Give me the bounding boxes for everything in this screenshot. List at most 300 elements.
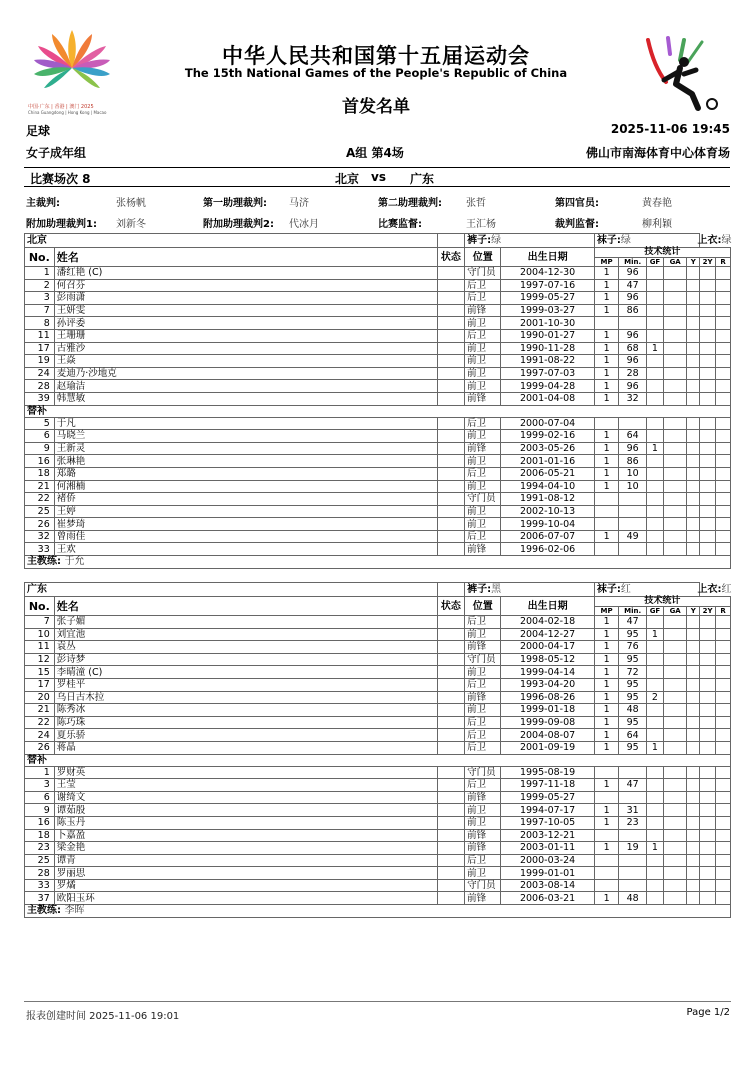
player-number: 32 [25,530,55,543]
stat-min [619,879,647,892]
head-coach [25,556,731,569]
player-name: 王珊珊 [54,329,437,342]
player-dob: 1997-11-18 [501,779,595,792]
stat-ga [663,417,686,430]
player-position: 后卫 [465,467,501,480]
stat-r [716,505,731,518]
stat-r [716,704,731,717]
stat-r [716,329,731,342]
stat-r [716,430,731,443]
player-dob: 1993-04-20 [501,678,595,691]
stat-ga [663,716,686,729]
player-position: 前卫 [465,342,501,355]
col-name: 姓名 [54,597,437,616]
player-number: 28 [25,380,55,393]
stat-y [687,628,700,641]
stat-ga [663,616,686,629]
player-number: 11 [25,641,55,654]
stat-r [716,367,731,380]
player-status [437,279,465,292]
stat-2y [700,791,716,804]
stat-mp: 1 [594,355,618,368]
stat-y [687,304,700,317]
stat-2y [700,304,716,317]
stat-ga [663,467,686,480]
player-row [25,791,731,804]
stat-ga [663,854,686,867]
stat-gf [646,455,663,468]
player-dob: 2003-12-21 [501,829,595,842]
stat-gf: 1 [646,741,663,754]
player-row [25,666,731,679]
official-label: 第二助理裁判: [378,198,442,209]
stat-ga [663,380,686,393]
player-status [437,442,465,455]
stat-y [687,791,700,804]
player-position: 前卫 [465,666,501,679]
player-status [437,392,465,405]
player-number: 21 [25,480,55,493]
stat-min: 23 [619,816,647,829]
stat-gf [646,854,663,867]
player-row [25,530,731,543]
official-value: 马济 [289,198,309,209]
player-position: 后卫 [465,616,501,629]
stat-ga [663,766,686,779]
col-status: 状态 [437,597,465,616]
player-number: 16 [25,455,55,468]
stat-r [716,804,731,817]
player-status [437,766,465,779]
player-row [25,691,731,704]
player-dob: 1999-04-14 [501,666,595,679]
column-header-row [25,597,731,607]
stat-ga [663,480,686,493]
stat-gf [646,304,663,317]
player-row [25,467,731,480]
stat-min [619,417,647,430]
stat-r [716,616,731,629]
stat-y [687,292,700,305]
stat-mp: 1 [594,392,618,405]
stat-2y [700,442,716,455]
player-position: 前卫 [465,804,501,817]
socks-label: 袜子: [596,584,621,595]
player-row [25,892,731,905]
stat-2y [700,392,716,405]
player-name: 潘红艳 (C) [54,267,437,280]
player-name: 曾雨佳 [54,530,437,543]
stat-min: 28 [619,367,647,380]
stat-r [716,304,731,317]
player-position: 前锋 [465,641,501,654]
player-dob: 2006-03-21 [501,892,595,905]
info-row-sport [26,122,730,138]
player-number: 10 [25,628,55,641]
stat-y [687,741,700,754]
stat-ga [663,791,686,804]
col-tech-stats: 技术统计 [594,248,730,258]
player-row [25,704,731,717]
stat-gf: 1 [646,342,663,355]
player-number: 12 [25,653,55,666]
player-status [437,678,465,691]
stat-min: 96 [619,442,647,455]
stat-mp [594,493,618,506]
player-name: 彭雨潇 [54,292,437,305]
stat-ga [663,342,686,355]
stat-y [687,430,700,443]
stat-gf: 1 [646,628,663,641]
stat-min: 48 [619,892,647,905]
player-number: 26 [25,741,55,754]
player-position: 守门员 [465,653,501,666]
stat-gf [646,791,663,804]
player-number: 1 [25,267,55,280]
subs-label: 替补 [25,405,731,417]
player-status [437,653,465,666]
team-header-row [25,583,731,597]
stat-mp: 1 [594,641,618,654]
stat-2y [700,653,716,666]
stat-ga [663,641,686,654]
col-y2: 2Y [700,607,716,616]
stat-r [716,493,731,506]
player-status [437,530,465,543]
stat-gf [646,804,663,817]
stat-mp [594,854,618,867]
stat-gf [646,430,663,443]
stat-gf [646,816,663,829]
player-number: 15 [25,666,55,679]
stat-mp [594,766,618,779]
stat-r [716,892,731,905]
player-name: 谢绮文 [54,791,437,804]
player-number: 18 [25,467,55,480]
stat-y [687,417,700,430]
player-number: 25 [25,854,55,867]
stat-y [687,342,700,355]
stat-min: 95 [619,678,647,691]
stat-min [619,493,647,506]
col-y: Y [687,607,700,616]
stat-2y [700,666,716,679]
player-status [437,505,465,518]
player-status [437,791,465,804]
stat-gf [646,766,663,779]
stat-ga [663,367,686,380]
player-row [25,543,731,556]
player-status [437,867,465,880]
stat-r [716,355,731,368]
stat-gf [646,543,663,556]
player-row [25,879,731,892]
stat-mp: 1 [594,716,618,729]
player-name: 张子媚 [54,616,437,629]
stat-gf [646,493,663,506]
player-position: 前卫 [465,430,501,443]
page-indicator: Page 1/2 [686,1007,730,1018]
official-value: 代冰月 [289,219,319,230]
stat-y [687,493,700,506]
player-dob: 1999-10-04 [501,518,595,531]
stat-ga [663,267,686,280]
player-number: 28 [25,867,55,880]
stat-2y [700,430,716,443]
stat-ga [663,430,686,443]
stat-2y [700,892,716,905]
stat-r [716,518,731,531]
player-name: 蒋晶 [54,741,437,754]
player-status [437,691,465,704]
player-position: 后卫 [465,729,501,742]
stat-r [716,691,731,704]
official-label: 附加助理裁判1: [26,219,97,230]
stat-gf [646,279,663,292]
player-position: 后卫 [465,279,501,292]
official-label: 附加助理裁判2: [203,219,274,230]
player-name: 何湘楠 [54,480,437,493]
stat-mp: 1 [594,691,618,704]
home-team-name: 北京 [335,172,360,186]
player-number: 3 [25,292,55,305]
stat-y [687,766,700,779]
player-position: 前卫 [465,317,501,330]
stat-r [716,741,731,754]
player-status [437,543,465,556]
shorts-label: 裤子: [467,584,492,595]
coach-name: 于允 [64,556,85,568]
stat-gf [646,392,663,405]
stat-gf [646,355,663,368]
stat-gf [646,417,663,430]
stat-2y [700,716,716,729]
stat-ga [663,455,686,468]
stat-2y [700,505,716,518]
stat-mp: 1 [594,329,618,342]
coach-label: 主教练: [27,905,61,917]
stat-min: 31 [619,804,647,817]
player-row [25,628,731,641]
stat-r [716,653,731,666]
stat-ga [663,678,686,691]
stat-min: 32 [619,392,647,405]
stat-y [687,704,700,717]
player-name: 古雅沙 [54,342,437,355]
stat-r [716,816,731,829]
player-position: 后卫 [465,854,501,867]
player-dob: 2000-07-04 [501,417,595,430]
player-name: 王焱 [54,355,437,368]
stat-mp: 1 [594,367,618,380]
player-position: 后卫 [465,292,501,305]
team-roster-table [24,582,731,918]
stat-ga [663,691,686,704]
group-match: A组 第4场 [346,146,404,160]
subs-section-row [25,405,731,417]
player-name: 欧阳玉环 [54,892,437,905]
stat-mp: 1 [594,804,618,817]
stat-2y [700,329,716,342]
team-roster-table [24,233,731,569]
player-name: 韩慧敏 [54,392,437,405]
player-name: 郑璐 [54,467,437,480]
stat-y [687,530,700,543]
stat-r [716,678,731,691]
player-name: 王欢 [54,543,437,556]
subs-label: 替补 [25,754,731,766]
player-row [25,766,731,779]
stat-gf [646,480,663,493]
player-number: 18 [25,829,55,842]
player-status [437,417,465,430]
stat-r [716,666,731,679]
player-position: 后卫 [465,678,501,691]
official-value: 刘新冬 [116,219,146,230]
officials-row-2 [26,215,730,229]
stat-y [687,616,700,629]
stat-min: 19 [619,842,647,855]
stat-2y [700,518,716,531]
stat-y [687,867,700,880]
stat-mp [594,518,618,531]
player-number: 7 [25,616,55,629]
stat-ga [663,867,686,880]
stat-min [619,766,647,779]
col-dob: 出生日期 [501,597,595,616]
player-position: 前卫 [465,704,501,717]
stat-y [687,380,700,393]
socks-label: 袜子: [596,235,621,246]
col-mp: MP [594,607,618,616]
stat-mp: 1 [594,628,618,641]
player-row [25,342,731,355]
stat-r [716,267,731,280]
col-position: 位置 [465,597,501,616]
stat-ga [663,653,686,666]
player-number: 3 [25,779,55,792]
stat-2y [700,641,716,654]
stat-y [687,518,700,531]
stat-gf [646,518,663,531]
stat-r [716,779,731,792]
match-number: 比赛场次 8 [30,172,91,186]
player-dob: 2004-12-27 [501,628,595,641]
stat-ga [663,666,686,679]
player-status [437,628,465,641]
stat-2y [700,342,716,355]
stat-gf [646,678,663,691]
player-position: 后卫 [465,716,501,729]
stat-min: 96 [619,292,647,305]
stat-ga [663,892,686,905]
stat-2y [700,279,716,292]
player-position: 后卫 [465,417,501,430]
stat-ga [663,729,686,742]
stat-y [687,267,700,280]
stat-2y [700,493,716,506]
stat-r [716,442,731,455]
player-row [25,729,731,742]
player-dob: 1999-01-01 [501,867,595,880]
stat-r [716,292,731,305]
stat-y [687,329,700,342]
player-position: 前卫 [465,455,501,468]
stat-2y [700,779,716,792]
stat-y [687,842,700,855]
stat-mp: 1 [594,304,618,317]
stat-2y [700,367,716,380]
stat-min: 72 [619,666,647,679]
player-status [437,355,465,368]
stat-gf [646,317,663,330]
player-position: 前卫 [465,380,501,393]
official-value: 柳利颖 [642,219,672,230]
stat-y [687,678,700,691]
stat-2y [700,804,716,817]
stat-mp: 1 [594,729,618,742]
stat-y [687,317,700,330]
stat-mp [594,879,618,892]
player-row [25,653,731,666]
player-dob: 1991-08-12 [501,493,595,506]
player-name: 罗财英 [54,766,437,779]
player-number: 26 [25,518,55,531]
player-number: 11 [25,329,55,342]
player-dob: 2004-08-07 [501,729,595,742]
stat-2y [700,879,716,892]
player-name: 崔梦琦 [54,518,437,531]
official-value: 王汇杨 [466,219,496,230]
player-number: 22 [25,716,55,729]
stat-min: 10 [619,480,647,493]
player-dob: 1999-09-08 [501,716,595,729]
player-row [25,854,731,867]
stat-2y [700,292,716,305]
stat-2y [700,766,716,779]
player-dob: 1994-07-17 [501,804,595,817]
info-row-category [26,144,730,160]
player-name: 李晴潼 (C) [54,666,437,679]
stat-ga [663,317,686,330]
stat-ga [663,816,686,829]
col-name: 姓名 [54,248,437,267]
away-team-name: 广东 [410,172,435,186]
stat-mp: 1 [594,666,618,679]
stat-gf [646,829,663,842]
player-position: 前锋 [465,442,501,455]
stat-min: 64 [619,430,647,443]
player-dob: 1999-05-27 [501,791,595,804]
player-dob: 1997-07-03 [501,367,595,380]
stat-2y [700,355,716,368]
player-position: 前锋 [465,829,501,842]
stat-gf: 1 [646,842,663,855]
player-row [25,829,731,842]
player-dob: 2002-10-13 [501,505,595,518]
player-row [25,292,731,305]
stat-ga [663,804,686,817]
player-name: 王妍雯 [54,304,437,317]
games-title-cn: 中华人民共和国第十五届运动会 [222,44,530,68]
officials-row-1 [26,194,730,208]
head-coach [25,905,731,918]
col-ga: GA [663,607,686,616]
player-name: 王莹 [54,779,437,792]
player-status [437,430,465,443]
stat-min [619,854,647,867]
player-status [437,741,465,754]
